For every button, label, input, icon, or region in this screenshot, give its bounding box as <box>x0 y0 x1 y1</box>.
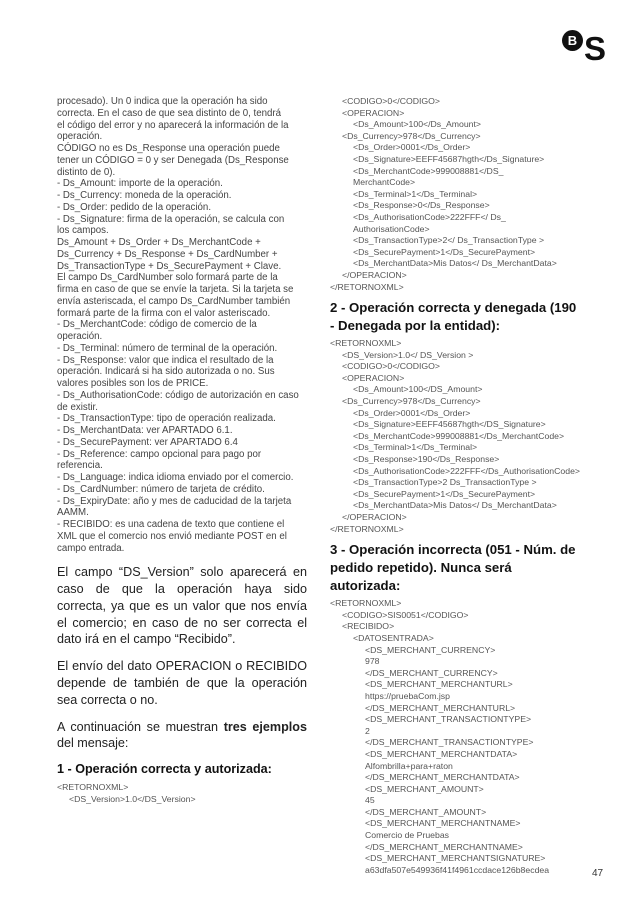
left-column <box>57 96 307 805</box>
description-line: operación. Indicará si ha sido autorizada o no. Sus <box>57 366 275 378</box>
description-line: de existir. <box>57 401 98 413</box>
xml-line: <Ds_Order>0001</Ds_Order> <box>353 407 471 418</box>
description-line: - Ds_Language: indica idioma enviado por el comercio. <box>57 472 294 483</box>
description-line: El campo Ds_CardNumber solo formará parte de la <box>57 272 278 284</box>
page-number: 47 <box>592 868 604 879</box>
xml-line: </DS_MERCHANT_MERCHANTNAME> <box>365 841 523 852</box>
description-line: procesado). Un 0 indica que la operación ha sido <box>57 96 268 107</box>
xml-line: https://pruebaCom.jsp <box>365 690 450 701</box>
description-line: operación. <box>57 331 103 342</box>
xml-line: </OPERACION> <box>342 269 407 280</box>
description-line: campo entrada. <box>57 542 125 554</box>
description-line: Ds_Amount + Ds_Order + Ds_MerchantCode + <box>57 237 261 248</box>
description-line: CÓDIGO no es Ds_Response una operación puede <box>57 143 280 154</box>
xml-line: 45 <box>365 795 375 806</box>
description-line: - Ds_TransactionType: tipo de operación realizada. <box>57 413 276 425</box>
paragraph-examples-intro <box>57 719 307 753</box>
description-line: referencia. <box>57 460 103 472</box>
description-line: - Ds_AuthorisationCode: código de autorización en caso <box>57 389 299 401</box>
xml-line: <DS_MERCHANT_MERCHANTURL> <box>365 679 513 690</box>
xml-line: </DS_MERCHANT_MERCHANTDATA> <box>365 772 520 783</box>
xml-line: </DS_MERCHANT_AMOUNT> <box>365 806 487 817</box>
xml-line: <DS_Version>1.0</ DS_Version > <box>342 349 474 360</box>
description-line: - Ds_Amount: importe de la operación. <box>57 178 223 190</box>
xml-line: <Ds_AuthorisationCode>222FFF</Ds_AuthorisationCode> <box>353 465 580 476</box>
description-line: los campos. <box>57 225 109 237</box>
xml-line: <RETORNOXML> <box>330 598 402 609</box>
xml-line: <CODIGO>0</CODIGO> <box>342 96 441 106</box>
example-3-heading: 3 - Operación incorrecta (051 - Núm. de pedido repetido). Nunca será autorizada: <box>330 542 576 594</box>
description-line: - Ds_ExpiryDate: año y mes de caducidad de la tarjeta <box>57 495 292 507</box>
xml-line: MerchantCode> <box>353 177 416 188</box>
xml-line: <Ds_TransactionType>2 Ds_TransactionType > <box>353 477 537 488</box>
field-descriptions <box>57 96 307 554</box>
xml-line: <DS_MERCHANT_CURRENCY> <box>365 644 496 655</box>
xml-line: </DS_MERCHANT_TRANSACTIONTYPE> <box>365 737 534 748</box>
xml-line: <Ds_Terminal>1</Ds_Terminal> <box>353 188 478 199</box>
description-line: - Ds_CardNumber: número de tarjeta de crédito. <box>57 483 265 495</box>
paragraph-operacion-recibido: El envío del dato OPERACION o RECIBIDO depende de también de que la operación sea correcta o no. <box>57 659 307 707</box>
xml-line: 978 <box>365 656 380 667</box>
description-line: - Ds_Order: pedido de la operación. <box>57 201 212 213</box>
description-line: - Ds_MerchantData: ver APARTADO 6.1. <box>57 425 233 436</box>
description-line: - Ds_SecurePayment: ver APARTADO 6.4 <box>57 436 238 448</box>
description-line: envía asteriscada, el campo Ds_CardNumber también <box>57 295 291 307</box>
xml-line: <RETORNOXML> <box>57 782 129 793</box>
xml-line: <RETORNOXML> <box>330 338 402 349</box>
description-line: correcta. En el caso de que sea distinto de 0, tendrá <box>57 107 282 119</box>
description-line: - Ds_Terminal: número de terminal de la operación. <box>57 342 278 354</box>
description-line: XML que el comercio nos envió mediante POST en el <box>57 530 287 542</box>
xml-line: <Ds_Terminal>1</Ds_Terminal> <box>353 442 478 453</box>
xml-line: <Ds_Response>0</Ds_Response> <box>353 200 490 211</box>
xml-line: <Ds_AuthorisationCode>222FFF</ Ds_ <box>353 211 506 222</box>
xml-line: <Ds_Currency>978</Ds_Currency> <box>342 130 481 141</box>
example-2-heading: 2 - Operación correcta y denegada (190 - Denegada por la entidad): <box>330 300 577 334</box>
xml-line: <Ds_MerchantData>Mis Datos</ Ds_MerchantData> <box>353 258 557 269</box>
xml-line: <Ds_Response>190</Ds_Response> <box>353 454 500 465</box>
xml-line: <Ds_SecurePayment>1</Ds_SecurePayment> <box>353 246 536 257</box>
intro-bold: tres ejemplos <box>223 719 307 734</box>
description-line: operación. <box>57 131 103 143</box>
description-line: formará parte de la firma con el valor asteriscado. <box>57 307 271 319</box>
xml-line: AuthorisationCode> <box>353 223 430 234</box>
xml-line: </RETORNOXML> <box>330 523 404 534</box>
description-line: valores posibles son los de PRICE. <box>57 378 209 389</box>
xml-line: <Ds_Currency>978</Ds_Currency> <box>342 396 481 407</box>
bancsabadell-logo <box>562 30 612 66</box>
xml-line: <Ds_Amount>100</DS_Amount> <box>353 384 483 395</box>
xml-line: <Ds_MerchantCode>999008881</DS_ <box>353 165 504 176</box>
xml-line: </OPERACION> <box>342 512 407 522</box>
xml-line: <DS_Version>1.0</DS_Version> <box>69 793 196 804</box>
xml-line: <DS_MERCHANT_TRANSACTIONTYPE> <box>365 714 532 725</box>
intro-suffix: del mensaje: <box>57 736 129 751</box>
xml-line: <Ds_SecurePayment>1</Ds_SecurePayment> <box>353 488 536 499</box>
description-line: distinto de 0). <box>57 166 116 178</box>
xml-line: <CODIGO>SIS0051</CODIGO> <box>342 609 469 620</box>
xml-example-2 <box>330 338 580 535</box>
description-line: el código del error y no aparecerá la información de la <box>57 119 289 131</box>
paragraph-ds-version: El campo “DS_Version” solo aparecerá en caso de que la operación haya sido correcta, ya que es un valor que nos envía el comercio; en caso de no ser correcta el dato irá en el campo “Recibido”. <box>57 565 307 647</box>
description-line: firma en caso de que se envíe la tarjeta. Si la tarjeta se <box>57 284 294 295</box>
xml-line: <CODIGO>0</CODIGO> <box>342 361 441 372</box>
xml-example-1-end <box>330 96 580 293</box>
description-line: tener un CÓDIGO = 0 y ser Denegada (Ds_Response <box>57 154 289 166</box>
xml-line: <Ds_Signature>EEFF45687hgth</Ds_Signature> <box>353 153 545 164</box>
xml-example-1-start <box>57 782 307 805</box>
logo-letter: S <box>584 30 607 67</box>
xml-line: </DS_MERCHANT_CURRENCY> <box>365 667 498 678</box>
xml-line: <DS_MERCHANT_MERCHANTDATA> <box>365 748 518 759</box>
description-line: - Ds_Currency: moneda de la operación. <box>57 190 232 201</box>
description-line: - Ds_MerchantCode: código de comercio de la <box>57 319 257 331</box>
logo-circle-letter: B <box>562 30 583 51</box>
xml-line: <DS_MERCHANT_MERCHANTNAME> <box>365 818 521 829</box>
xml-line: <Ds_MerchantData>Mis Datos</ Ds_MerchantData> <box>353 500 557 511</box>
description-line: - Ds_Reference: campo opcional para pago por <box>57 448 262 460</box>
xml-line: <Ds_Signature>EEFF45687hgth</DS_Signature> <box>353 419 546 430</box>
xml-line: <OPERACION> <box>342 107 405 118</box>
xml-line: </RETORNOXML> <box>330 281 404 292</box>
xml-line: Alfombrilla+para+raton <box>365 760 453 771</box>
description-line: Ds_Currency + Ds_Response + Ds_CardNumber + <box>57 248 278 260</box>
xml-line: <RECIBIDO> <box>342 621 395 632</box>
xml-line: <OPERACION> <box>342 372 405 383</box>
xml-example-3 <box>330 598 580 876</box>
description-line: AAMM. <box>57 507 89 519</box>
xml-line: <Ds_TransactionType>2</ Ds_TransactionType > <box>353 235 545 246</box>
right-column <box>330 96 580 876</box>
intro-prefix: A continuación se muestran <box>57 719 224 734</box>
example-1-heading: 1 - Operación correcta y autorizada: <box>57 762 272 777</box>
description-line: Ds_TransactionType + Ds_SecurePayment + Clave. <box>57 260 282 272</box>
xml-line: <Ds_Amount>100</Ds_Amount> <box>353 119 481 130</box>
xml-line: <DS_MERCHANT_MERCHANTSIGNATURE> <box>365 853 546 864</box>
xml-line: a63dfa507e549936f41f4961ccdace126b8ecdea <box>365 864 550 875</box>
xml-line: 2 <box>365 725 370 736</box>
description-line: - Ds_Signature: firma de la operación, se calcula con <box>57 213 285 225</box>
xml-line: </DS_MERCHANT_MERCHANTURL> <box>365 702 516 713</box>
xml-line: Comercio de Pruebas <box>365 830 450 841</box>
description-line: - Ds_Response: valor que indica el resultado de la <box>57 354 274 366</box>
xml-line: <DS_MERCHANT_AMOUNT> <box>365 783 484 794</box>
xml-line: <DATOSENTRADA> <box>353 632 434 643</box>
xml-line: <Ds_MerchantCode>999008881</Ds_MerchantCode> <box>353 430 565 441</box>
description-line: - RECIBIDO: es una cadena de texto que contiene el <box>57 519 285 530</box>
xml-line: <Ds_Order>0001</Ds_Order> <box>353 142 471 153</box>
